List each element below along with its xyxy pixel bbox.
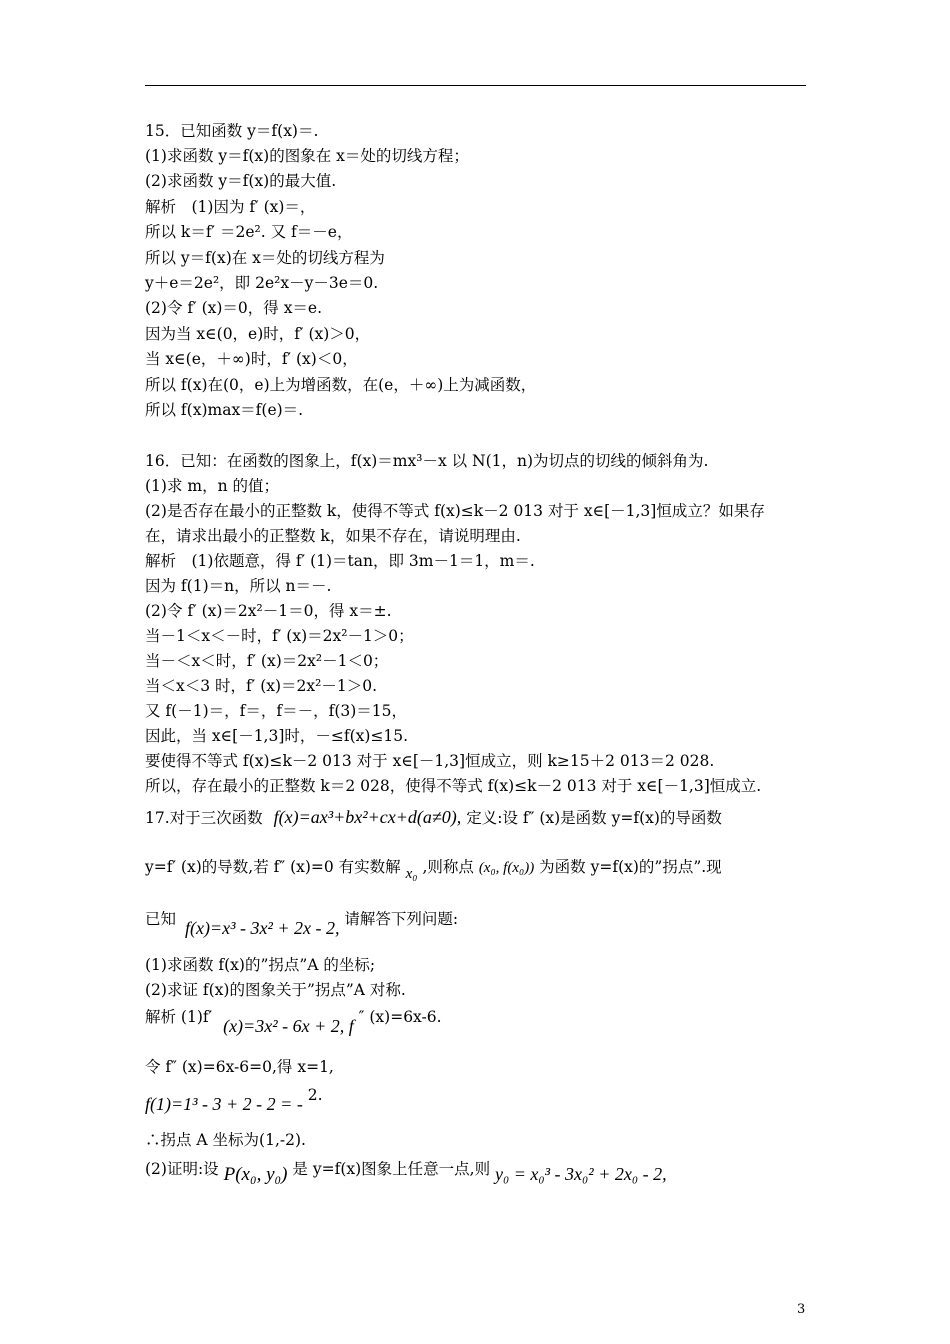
text-line-p16-s6: 当＜x＜3 时，f′ (x)＝2x²－1＞0. [145, 677, 378, 695]
text-line-p16-s7: 又 f(－1)＝，f＝，f＝－，f(3)＝15， [145, 702, 408, 720]
text-line-p16-q2a: (2)是否存在最小的正整数 k，使得不等式 f(x)≤k－2 013 对于 x∈[－1,3]恒成立？如果存 [145, 502, 765, 520]
text-line-p16-s8: 因此，当 x∈[－1,3]时，－≤f(x)≤15. [145, 727, 409, 745]
text-line-p15-s2: 所以 k＝f′ ＝2e². 又 f＝－e， [145, 223, 353, 241]
p17-q2: (2)求证 f(x)的图象关于”拐点”A 对称. [145, 981, 406, 999]
text-line-p16-s3: (2)令 f′ (x)＝2x²－1＝0，得 x＝±. [145, 602, 392, 620]
text-line-p16-s1: 解析 (1)依题意，得 f′ (1)＝tan，即 3m－1＝1，m＝. [145, 552, 535, 570]
text-line-p16-q2b: 在，请求出最小的正整数 k，如果不存在，请说明理由. [145, 527, 521, 545]
text-line-p15-s8: 所以 f(x)在(0，e)上为增函数，在(e，＋∞)上为减函数， [145, 376, 537, 394]
text-line-p16-q1: (1)求 m，n 的值； [145, 477, 279, 495]
p17-line-3: 已知 f(x)=x³ - 3x² + 2x - 2, 请解答下列问题: [145, 910, 459, 938]
text-line-p15-s6: 因为当 x∈(0，e)时，f′ (x)＞0， [145, 325, 371, 343]
formula-point-p: P(x₀, y₀) [223, 1164, 288, 1185]
p17-sol-2: 令 f″ (x)=6x-6=0,得 x=1, [145, 1058, 334, 1076]
p17-sol-1: 解析 (1)f′ (x)=3x² - 6x + 2, f ″ (x)=6x-6. [145, 1008, 442, 1036]
text-line-p15-s1: 解析 (1)因为 f′ (x)＝， [145, 198, 316, 216]
text-line-p16-s5: 当－＜x＜时，f′ (x)＝2x²－1＜0； [145, 652, 389, 670]
text-line-p15-q1: (1)求函数 y＝f(x)的图象在 x＝处的切线方程； [145, 147, 469, 165]
text-line-p15-s3: 所以 y＝f(x)在 x＝处的切线方程为 [145, 249, 385, 267]
formula-x0: x₀ [405, 866, 418, 882]
formula-f1: f(1)=1³ - 3 + 2 - 2 = - [145, 1094, 303, 1114]
text-line-p15-q2: (2)求函数 y＝f(x)的最大值. [145, 172, 337, 190]
formula-given-function: f(x)=x³ - 3x² + 2x - 2, [184, 918, 340, 938]
text-line-p15-s9: 所以 f(x)max＝f(e)＝. [145, 401, 304, 419]
p17-line-2: y=f′ (x)的导数,若 f″ (x)=0 有实数解 x₀ ,则称点 (x₀, f(x₀)) 为函数 y=f(x)的”拐点”.现 [145, 858, 722, 882]
formula-y0: y₀ = x₀³ - 3x₀² + 2x₀ - 2, [495, 1164, 667, 1184]
formula-first-derivative: (x)=3x² - 6x + 2, f [223, 1016, 354, 1036]
text-line-p15-s7: 当 x∈(e，＋∞)时，f′ (x)＜0， [145, 350, 358, 368]
header-rule [145, 85, 806, 86]
p17-q1: (1)求函数 f(x)的”拐点”A 的坐标; [145, 956, 376, 974]
p17-sol-3: f(1)=1³ - 3 + 2 - 2 = - 2. [145, 1086, 323, 1114]
text-line-p15-title: 15．已知函数 y＝f(x)＝. [145, 122, 319, 140]
formula-cubic-general: f(x)=ax³+bx²+cx+d(a≠0), [273, 807, 462, 827]
text-line-p16-s4: 当－1＜x＜－时，f′ (x)＝2x²－1＞0； [145, 627, 414, 645]
p17-sol-5: (2)证明:设 P(x₀, y₀) 是 y=f(x)图象上任意一点,则 y₀ = x₀³ - 3x₀² + 2x₀ - 2, [145, 1160, 667, 1185]
page-number: 3 [797, 1302, 806, 1317]
text-line-p15-s5: (2)令 f′ (x)＝0，得 x＝e. [145, 299, 323, 317]
text-line-p15-s4: y＋e＝2e²，即 2e²x－y－3e＝0. [145, 274, 379, 292]
text-line-p16-s10: 所以，存在最小的正整数 k＝2 028，使得不等式 f(x)≤k－2 013 对于 x∈[－1,3]恒成立. [145, 777, 762, 795]
text-line-p16-title: 16．已知：在函数的图象上，f(x)＝mx³－x 以 N(1，n)为切点的切线的倾斜角为. [145, 452, 709, 470]
p17-sol-4: ∴拐点 A 坐标为(1,-2). [145, 1131, 306, 1149]
p17-line-1: 17.对于三次函数 f(x)=ax³+bx²+cx+d(a≠0), 定义:设 f″ (x)是函数 y=f(x)的导函数 [145, 807, 722, 827]
formula-inflection-point: (x₀, f(x₀)) [478, 860, 535, 876]
text-line-p16-s9: 要使得不等式 f(x)≤k－2 013 对于 x∈[－1,3]恒成立，则 k≥15＋2 013＝2 028. [145, 752, 715, 770]
text-line-p16-s2: 因为 f(1)＝n，所以 n＝－. [145, 577, 332, 595]
